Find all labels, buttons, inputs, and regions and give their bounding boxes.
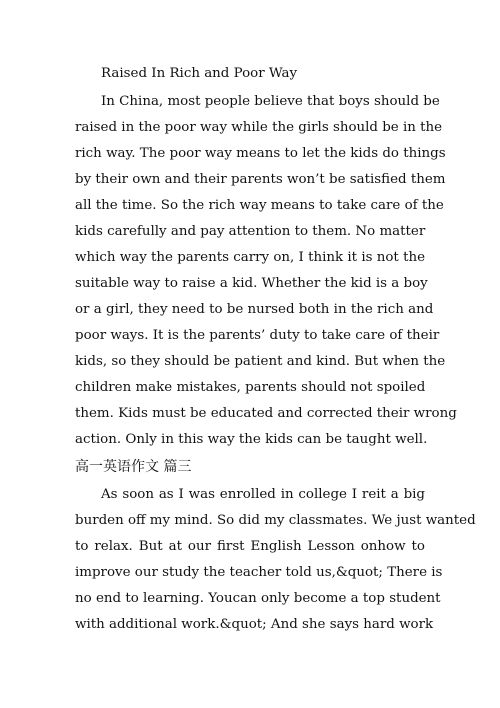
- paragraph-line: improve our study the teacher told us,&quot; There is: [75, 565, 443, 580]
- paragraph-line: with additional work.&quot; And she says hard work: [75, 617, 434, 632]
- essay-title: Raised In Rich and Poor Way: [101, 66, 298, 81]
- paragraph-line: children make mistakes, parents should not spoiled: [75, 380, 426, 395]
- paragraph-line: to relax. But at our first English Lesson onhow to: [75, 539, 425, 554]
- paragraph-line: kids carefully and pay attention to them. No matter: [75, 224, 426, 239]
- paragraph-line: raised in the poor way while the girls should be in the: [75, 120, 443, 135]
- paragraph-line: rich way. The poor way means to let the kids do things: [75, 146, 446, 161]
- paragraph-line: all the time. So the rich way means to take care of the: [75, 198, 444, 213]
- paragraph-line: As soon as I was enrolled in college I reit a big: [101, 487, 425, 502]
- paragraph-line: kids, so they should be patient and kind. But when the: [75, 354, 446, 369]
- paragraph-line: action. Only in this way the kids can be taught well.: [75, 432, 428, 447]
- paragraph-line: In China, most people believe that boys should be: [101, 94, 440, 109]
- paragraph-line: by their own and their parents won’t be satisfied them: [75, 172, 446, 187]
- section-heading: 高一英语作文 篇三: [75, 459, 192, 475]
- paragraph-line: burden off my mind. So did my classmates. We just wanted: [75, 513, 476, 528]
- paragraph-line: suitable way to raise a kid. Whether the kid is a boy: [75, 276, 428, 291]
- paragraph-line: which way the parents carry on, I think it is not the: [75, 250, 425, 265]
- paragraph-line: poor ways. It is the parents’ duty to take care of their: [75, 328, 440, 343]
- paragraph-line: no end to learning. Youcan only become a top student: [75, 591, 441, 606]
- paragraph-line: or a girl, they need to be nursed both in the rich and: [75, 302, 434, 317]
- paragraph-line: them. Kids must be educated and corrected their wrong: [75, 406, 457, 421]
